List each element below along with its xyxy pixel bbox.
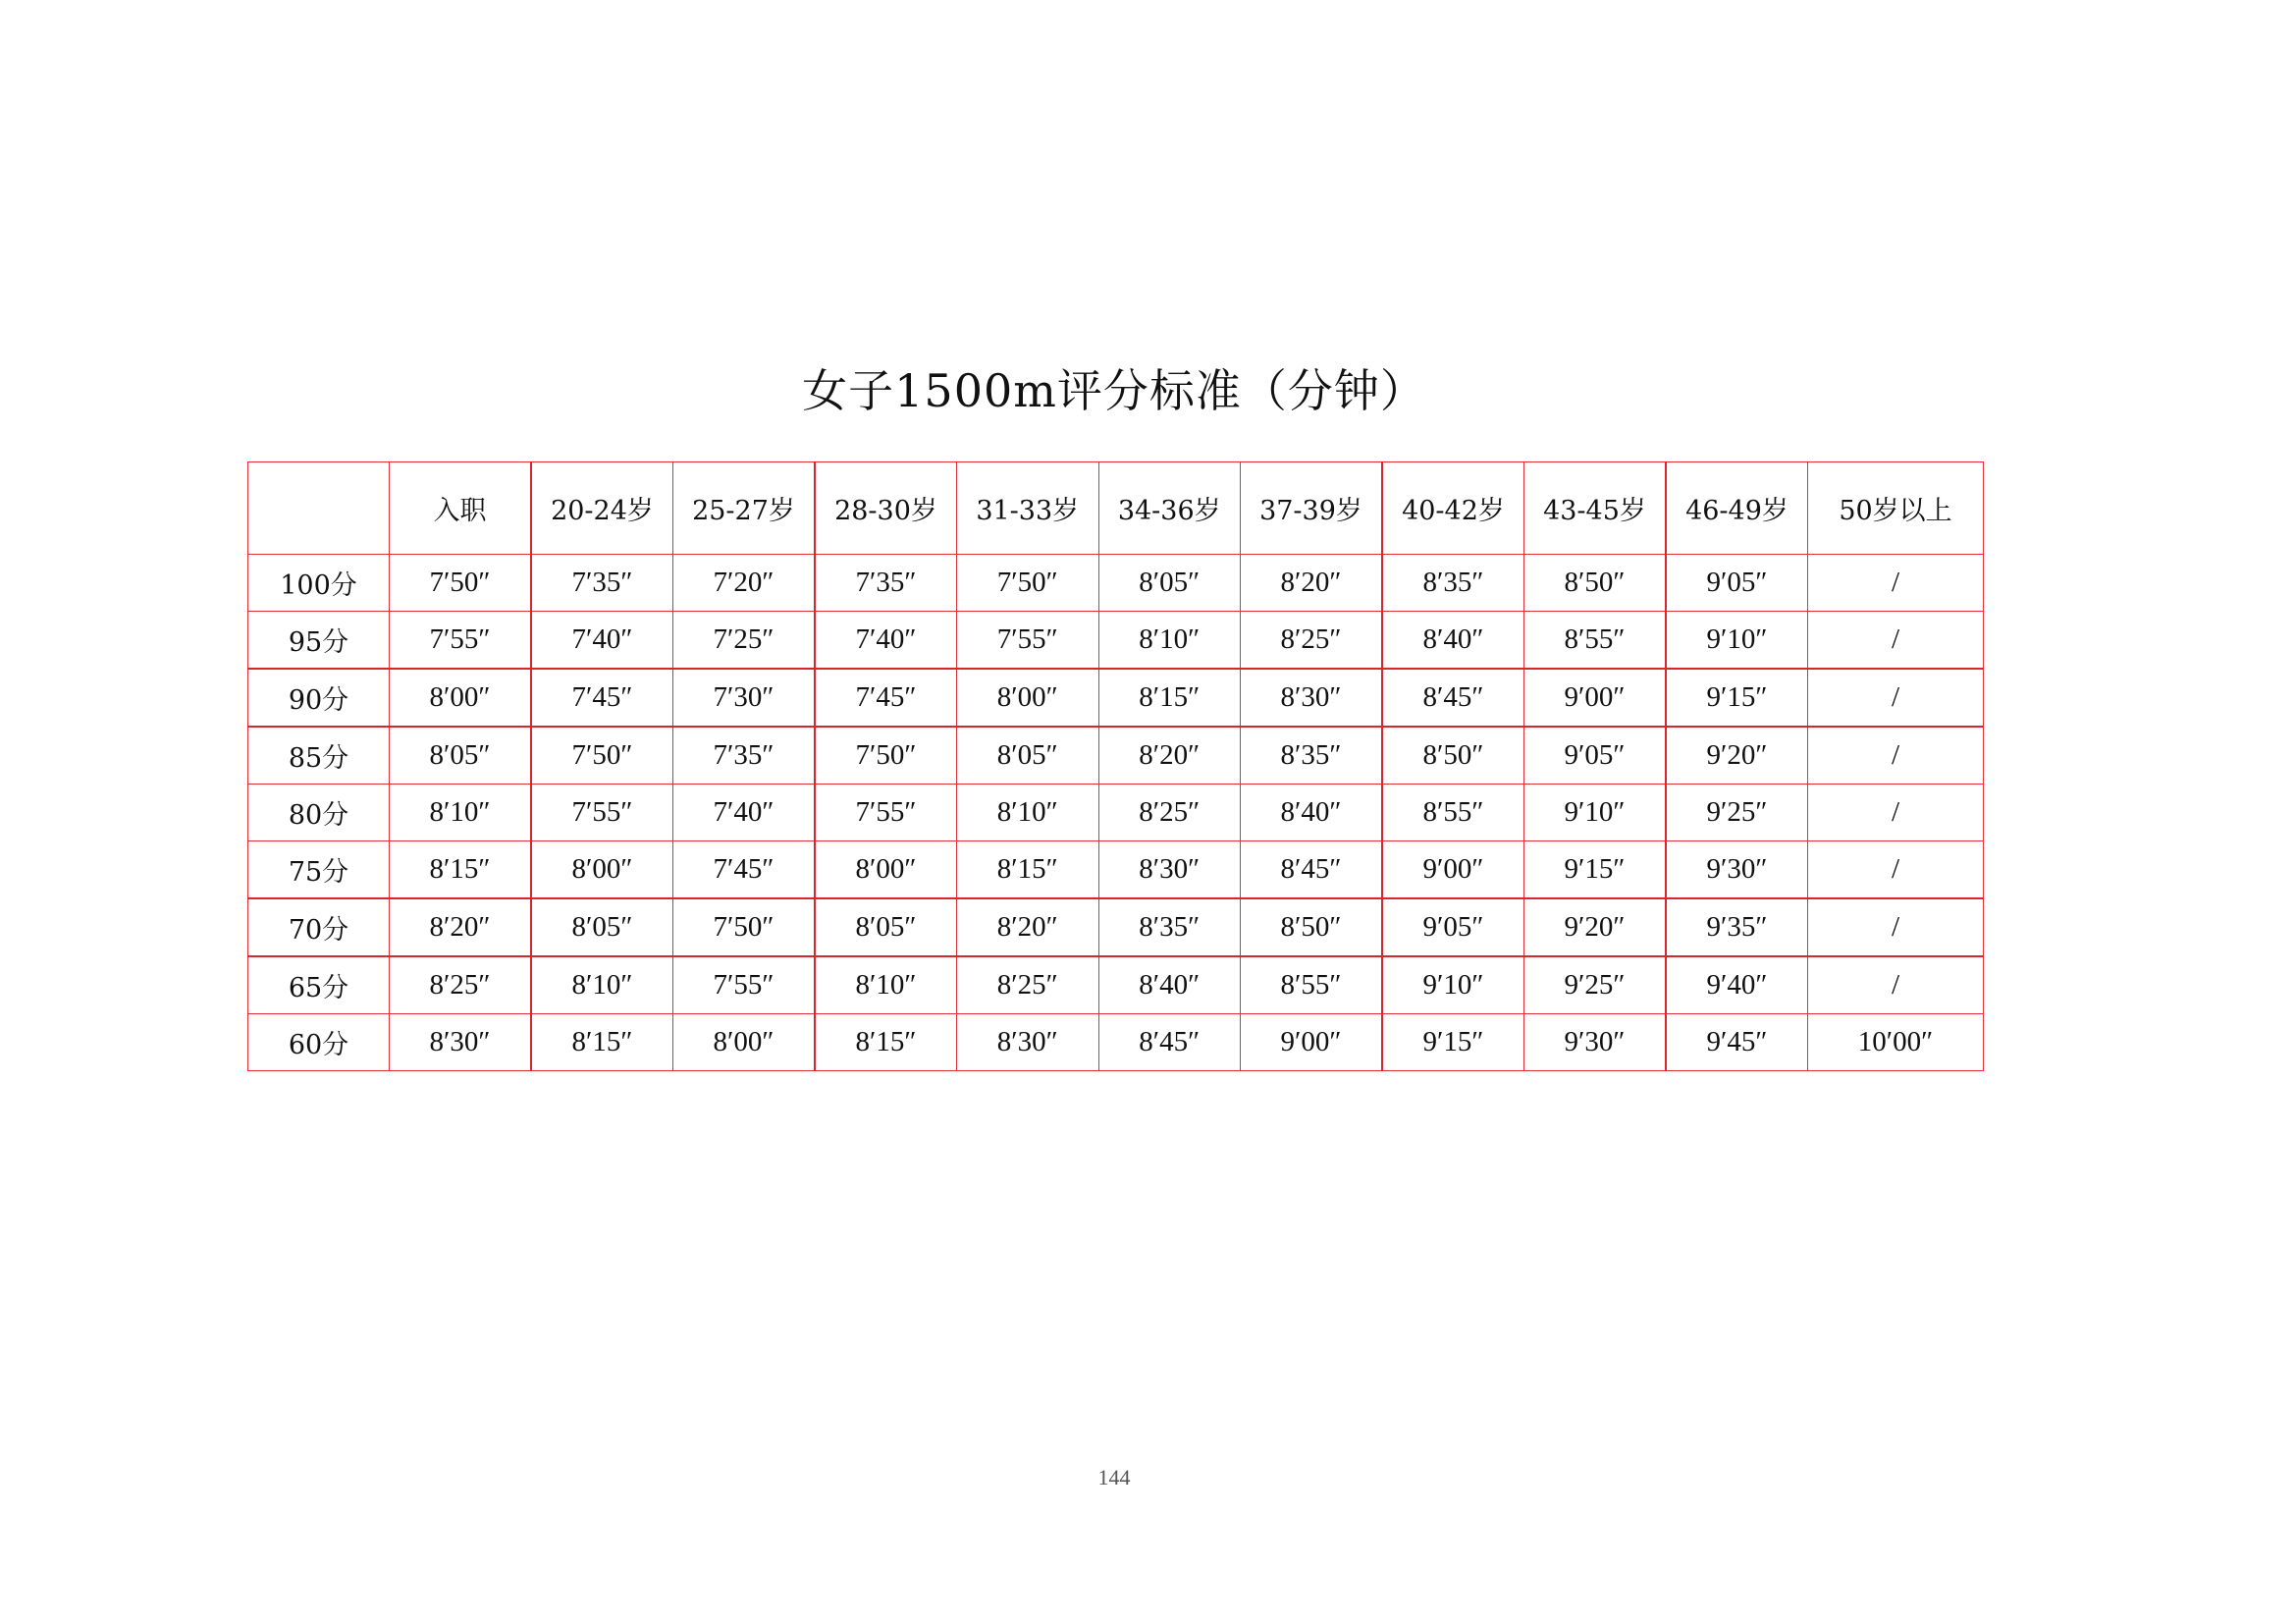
table-cell-time: 8′20″ xyxy=(390,898,532,956)
table-cell-time: 7′55″ xyxy=(815,785,957,841)
table-cell-time: 7′50″ xyxy=(957,555,1099,612)
corner-cell xyxy=(248,462,390,555)
table-cell-time: 8′05″ xyxy=(815,898,957,956)
table-cell-time: 9′40″ xyxy=(1666,956,1808,1014)
table-cell-time: 8′15″ xyxy=(1098,669,1241,727)
row-label-score: 70分 xyxy=(248,898,390,956)
table-cell-time: 8′55″ xyxy=(1524,612,1667,670)
table-cell-time: 8′50″ xyxy=(1241,898,1383,956)
table-cell-time: 10′00″ xyxy=(1808,1014,1984,1071)
table-body xyxy=(248,555,1984,1071)
table-cell-time: 7′50″ xyxy=(390,555,532,612)
table-cell-time: / xyxy=(1808,956,1984,1014)
table-cell-time: / xyxy=(1808,612,1984,670)
table-cell-time: 8′40″ xyxy=(1382,612,1524,670)
table-cell-time: 9′00″ xyxy=(1524,669,1667,727)
table-cell-time: 8′00″ xyxy=(531,841,673,899)
table-cell-time: 8′35″ xyxy=(1098,898,1241,956)
table-cell-time: 9′05″ xyxy=(1382,898,1524,956)
table-cell-time: 7′35″ xyxy=(531,555,673,612)
table-cell-time: 8′30″ xyxy=(1241,669,1383,727)
table-cell-time: 7′55″ xyxy=(957,612,1099,670)
table-row xyxy=(248,898,1984,956)
table-cell-time: 8′35″ xyxy=(1382,555,1524,612)
row-label-score: 85分 xyxy=(248,727,390,785)
table-row xyxy=(248,727,1984,785)
scoring-table xyxy=(247,461,1984,1071)
table-cell-time: 8′20″ xyxy=(1098,727,1241,785)
table-cell-time: 9′15″ xyxy=(1382,1014,1524,1071)
row-label-score: 60分 xyxy=(248,1014,390,1071)
table-row xyxy=(248,555,1984,612)
table-cell-time: 8′20″ xyxy=(957,898,1099,956)
table-cell-time: 8′55″ xyxy=(1382,785,1524,841)
table-cell-time: / xyxy=(1808,898,1984,956)
table-cell-time: 8′00″ xyxy=(957,669,1099,727)
table-cell-time: 7′55″ xyxy=(673,956,816,1014)
table-cell-time: 9′10″ xyxy=(1666,612,1808,670)
table-cell-time: 8′40″ xyxy=(1241,785,1383,841)
table-cell-time: 9′05″ xyxy=(1524,727,1667,785)
column-header-31-33: 31-33岁 xyxy=(957,462,1099,555)
table-cell-time: 9′10″ xyxy=(1382,956,1524,1014)
table-cell-time: 9′30″ xyxy=(1524,1014,1667,1071)
table-cell-time: 8′20″ xyxy=(1241,555,1383,612)
table-cell-time: 8′45″ xyxy=(1241,841,1383,899)
table-cell-time: 8′10″ xyxy=(531,956,673,1014)
table-cell-time: 8′15″ xyxy=(531,1014,673,1071)
table-cell-time: / xyxy=(1808,785,1984,841)
table-cell-time: 8′40″ xyxy=(1098,956,1241,1014)
table-cell-time: 8′10″ xyxy=(815,956,957,1014)
page-title: 女子1500m评分标准（分钟） xyxy=(802,364,1426,417)
table-cell-time: / xyxy=(1808,727,1984,785)
table-cell-time: 7′50″ xyxy=(531,727,673,785)
table-cell-time: 9′45″ xyxy=(1666,1014,1808,1071)
table-cell-time: 7′30″ xyxy=(673,669,816,727)
column-header-40-42: 40-42岁 xyxy=(1382,462,1524,555)
table-cell-time: 7′45″ xyxy=(815,669,957,727)
table-cell-time: / xyxy=(1808,841,1984,899)
table-cell-time: 9′35″ xyxy=(1666,898,1808,956)
column-header-28-30: 28-30岁 xyxy=(815,462,957,555)
table-cell-time: 8′10″ xyxy=(390,785,532,841)
page-number: 144 xyxy=(1097,1465,1131,1489)
row-label-score: 80分 xyxy=(248,785,390,841)
table-cell-time: 7′50″ xyxy=(815,727,957,785)
table-cell-time: 9′10″ xyxy=(1524,785,1667,841)
table-cell-time: 7′20″ xyxy=(673,555,816,612)
table-cell-time: 7′40″ xyxy=(531,612,673,670)
table-cell-time: 9′15″ xyxy=(1524,841,1667,899)
row-label-score: 100分 xyxy=(248,555,390,612)
table-cell-time: 9′05″ xyxy=(1666,555,1808,612)
table-cell-time: 8′25″ xyxy=(1098,785,1241,841)
table-cell-time: 8′25″ xyxy=(390,956,532,1014)
row-label-score: 95分 xyxy=(248,612,390,670)
table-cell-time: 8′15″ xyxy=(815,1014,957,1071)
table-cell-time: 9′15″ xyxy=(1666,669,1808,727)
column-header-37-39: 37-39岁 xyxy=(1241,462,1383,555)
table-cell-time: 7′40″ xyxy=(673,785,816,841)
column-header-46-49: 46-49岁 xyxy=(1666,462,1808,555)
table-row xyxy=(248,1014,1984,1071)
table-cell-time: 8′00″ xyxy=(390,669,532,727)
table-cell-time: 8′05″ xyxy=(1098,555,1241,612)
table-row xyxy=(248,612,1984,670)
row-label-score: 75分 xyxy=(248,841,390,899)
column-header-50-plus: 50岁以上 xyxy=(1808,462,1984,555)
row-label-score: 65分 xyxy=(248,956,390,1014)
table-cell-time: 9′00″ xyxy=(1241,1014,1383,1071)
table-cell-time: 8′05″ xyxy=(957,727,1099,785)
column-header-20-24: 20-24岁 xyxy=(531,462,673,555)
table-cell-time: 9′00″ xyxy=(1382,841,1524,899)
table-cell-time: 7′55″ xyxy=(390,612,532,670)
table-cell-time: 7′45″ xyxy=(531,669,673,727)
table-cell-time: 8′00″ xyxy=(815,841,957,899)
table-cell-time: 8′45″ xyxy=(1382,669,1524,727)
table-cell-time: 9′20″ xyxy=(1524,898,1667,956)
table-cell-time: 8′50″ xyxy=(1382,727,1524,785)
table-cell-time: 9′20″ xyxy=(1666,727,1808,785)
table-cell-time: 8′15″ xyxy=(390,841,532,899)
table-cell-time: 7′35″ xyxy=(673,727,816,785)
table-row xyxy=(248,841,1984,899)
table-cell-time: 8′30″ xyxy=(1098,841,1241,899)
table-cell-time: 8′05″ xyxy=(390,727,532,785)
table-header xyxy=(248,462,1984,555)
table-row xyxy=(248,669,1984,727)
table-cell-time: 9′25″ xyxy=(1524,956,1667,1014)
table-cell-time: 7′45″ xyxy=(673,841,816,899)
table-cell-time: 8′30″ xyxy=(957,1014,1099,1071)
table-cell-time: 7′25″ xyxy=(673,612,816,670)
table-cell-time: 8′50″ xyxy=(1524,555,1667,612)
header-row xyxy=(248,462,1984,555)
table-row xyxy=(248,956,1984,1014)
table-cell-time: / xyxy=(1808,555,1984,612)
table-cell-time: 8′25″ xyxy=(957,956,1099,1014)
table-cell-time: / xyxy=(1808,669,1984,727)
table-cell-time: 8′45″ xyxy=(1098,1014,1241,1071)
table-cell-time: 8′30″ xyxy=(390,1014,532,1071)
table-cell-time: 8′00″ xyxy=(673,1014,816,1071)
table-cell-time: 8′55″ xyxy=(1241,956,1383,1014)
column-header-entry: 入职 xyxy=(390,462,532,555)
table-cell-time: 7′55″ xyxy=(531,785,673,841)
column-header-25-27: 25-27岁 xyxy=(673,462,816,555)
table-cell-time: 9′25″ xyxy=(1666,785,1808,841)
table-cell-time: 8′10″ xyxy=(957,785,1099,841)
table-cell-time: 7′40″ xyxy=(815,612,957,670)
row-label-score: 90分 xyxy=(248,669,390,727)
table-cell-time: 8′15″ xyxy=(957,841,1099,899)
column-header-34-36: 34-36岁 xyxy=(1098,462,1241,555)
table-cell-time: 8′35″ xyxy=(1241,727,1383,785)
table-cell-time: 7′35″ xyxy=(815,555,957,612)
table-cell-time: 8′05″ xyxy=(531,898,673,956)
table-cell-time: 9′30″ xyxy=(1666,841,1808,899)
table-cell-time: 8′10″ xyxy=(1098,612,1241,670)
table-row xyxy=(248,785,1984,841)
table-cell-time: 7′50″ xyxy=(673,898,816,956)
column-header-43-45: 43-45岁 xyxy=(1524,462,1667,555)
table-cell-time: 8′25″ xyxy=(1241,612,1383,670)
